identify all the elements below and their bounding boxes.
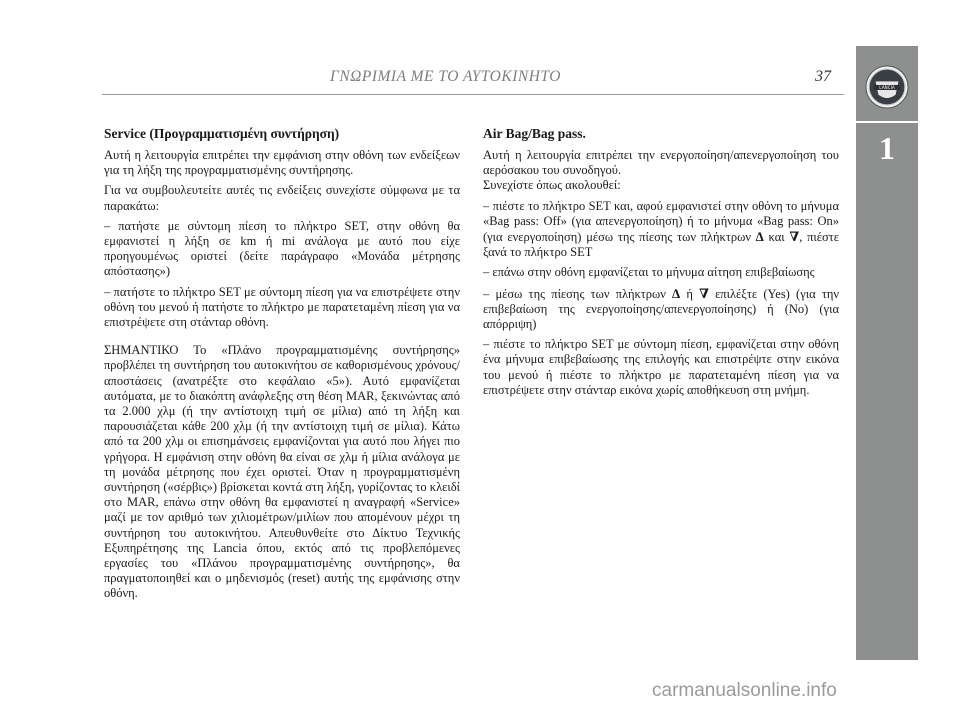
page-number: 37 <box>815 68 831 85</box>
airbag-paragraph-2: Συνεχίστε όπως ακολουθεί: <box>483 178 621 193</box>
tab-divider <box>856 121 918 123</box>
airbag-step-4: – πιέστε το πλήκτρο SET με σύντομη πίεση, εμφανίζεται στην οθόνη ένα μήνυμα επιβεβαίωσης της επιλογής και επιστρέψτε στην εικόνα του μενού ή πιέστε το πλήκτρο με παρατεταμένη πίεση για να επιστρέψετε στην στάνταρ εικόνα χωρίς αποθήκευση στη μνήμη. <box>483 337 839 397</box>
airbag-step-2: – επάνω στην οθόνη εμφανίζεται το μήνυμα αίτηση επιβεβαίωσης <box>483 265 815 280</box>
chapter-number: 1 <box>879 130 895 166</box>
service-paragraph-2: Για να συμβουλευτείτε αυτές τις ενδείξεις συνεχίστε σύμφωνα με τα παρακάτω: <box>104 183 460 213</box>
up-triangle-icon: ∆ <box>755 229 764 245</box>
airbag-paragraph-1: Αυτή η λειτουργία επιτρέπει την ενεργοποίηση/απενεργοποίηση του αερόσακου του συνοδηγού. <box>483 148 839 178</box>
down-triangle-icon: ∇ <box>699 285 709 301</box>
service-heading: Service (Προγραμματισμένη συντήρηση) <box>104 126 340 141</box>
right-column <box>483 126 839 403</box>
left-column <box>104 126 460 607</box>
service-paragraph-1: Αυτή η λειτουργία επιτρέπει την εμφάνιση στην οθόνη των ενδείξεων για τη λήξη της προγραμματισμένης συντήρησης. <box>104 148 460 178</box>
logo-text: LANCIA <box>879 85 895 90</box>
page-header-title: ΓΝΩΡΙΜΙΑ ΜΕ ΤΟ ΑΥΤΟΚΙΝΗΤΟ <box>330 68 561 85</box>
down-triangle-icon: ∇ <box>789 229 800 245</box>
service-important-note: ΣΗΜΑΝΤΙΚΟ Το «Πλάνο προγραμματισμένης συντήρησης» προβλέπει τη συντήρηση του αυτοκινήτου σε καθορισμένους χρόνους/αποστάσεις (ανατρέξτε στο κεφάλαιο «5»). Αυτό εμφανίζεται αυτόματα, με το διακόπτη ανάφλεξης στη θέση MAR, ξεκινώντας από τα 2.000 χλμ (ή την αντίστοιχη τιμή σε μίλια) από τη λήξη και παρουσιάζεται κάθε 200 χλμ (ή την αντίστοιχη τιμή σε μίλια). Κάτω από τα 200 χλμ οι επισημάνσεις εμφανίζονται για αυτό που λήγει πιο γρήγορα. Η εμφάνιση στην οθόνη θα είναι σε χλμ ή μίλια ανάλογα με τη μονάδα μέτρησης που έχει οριστεί. Όταν η προγραμματισμένη συντήρηση («σέρβις») βρίσκεται κοντά στη λήξη, γυρίζοντας το κλειδί στο MAR, επάνω στην οθόνη θα εμφανιστεί η αναγραφή «Service» μαζί με τον αριθμό των χιλιομέτρων/μιλίων που απομένουν μέχρι τη συντήρηση του αυτοκινήτου. Απευθυνθείτε στο Δίκτυο Τεχνικής Εξυπηρέτησης της Lancia όπου, εκτός από τις προβλεπόμενες εργασίες του «Πλάνου προγραμματισμένης συντήρησης», θα πραγματοποιηθεί και ο μηδενισμός (reset) αυτής της εμφάνισης στην οθόνη. <box>104 343 460 601</box>
service-step-2: – πατήστε το πλήκτρο SET με σύντομη πίεση για να επιστρέψετε στην οθόνη του μενού ή πατήστε το πλήκτρο με παρατεταμένη πίεση για να επιστρέψετε στη στάνταρ οθόνη. <box>104 284 460 330</box>
lancia-logo-icon <box>865 65 909 109</box>
service-step-1: – πατήστε με σύντομη πίεση το πλήκτρο SET, στην οθόνη θα εμφανιστεί η λήξη σε km ή mi ανάλογα με αυτό που είχε προηγουμένως οριστεί (δείτε παράγραφο «Μονάδα μέτρησης απόστασης») <box>104 218 460 279</box>
airbag-step-1: – πιέστε το πλήκτρο SET και, αφού εμφανιστεί στην οθόνη το μήνυμα «Bag pass: Off» (για απενεργοποίηση) ή το μήνυμα «Bag pass: On» (για ενεργοποίηση) μέσω της πίεσης των πλήκτρων ∆ και ∇, πιέστε ξανά το πλήκτρο SET <box>483 198 840 260</box>
watermark: carmanualsonline.info <box>652 680 837 701</box>
airbag-step-3: – μέσω της πίεσης των πλήκτρων ∆ ή ∇ επιλέξτε (Yes) (για την επιβεβαίωση της ενεργοποίησης/απενεργοποίησης) ή (No) (για απόρριψη) <box>483 285 840 332</box>
header-divider <box>102 94 844 95</box>
airbag-heading: Air Bag/Bag pass. <box>483 126 586 141</box>
up-triangle-icon: ∆ <box>672 285 681 301</box>
